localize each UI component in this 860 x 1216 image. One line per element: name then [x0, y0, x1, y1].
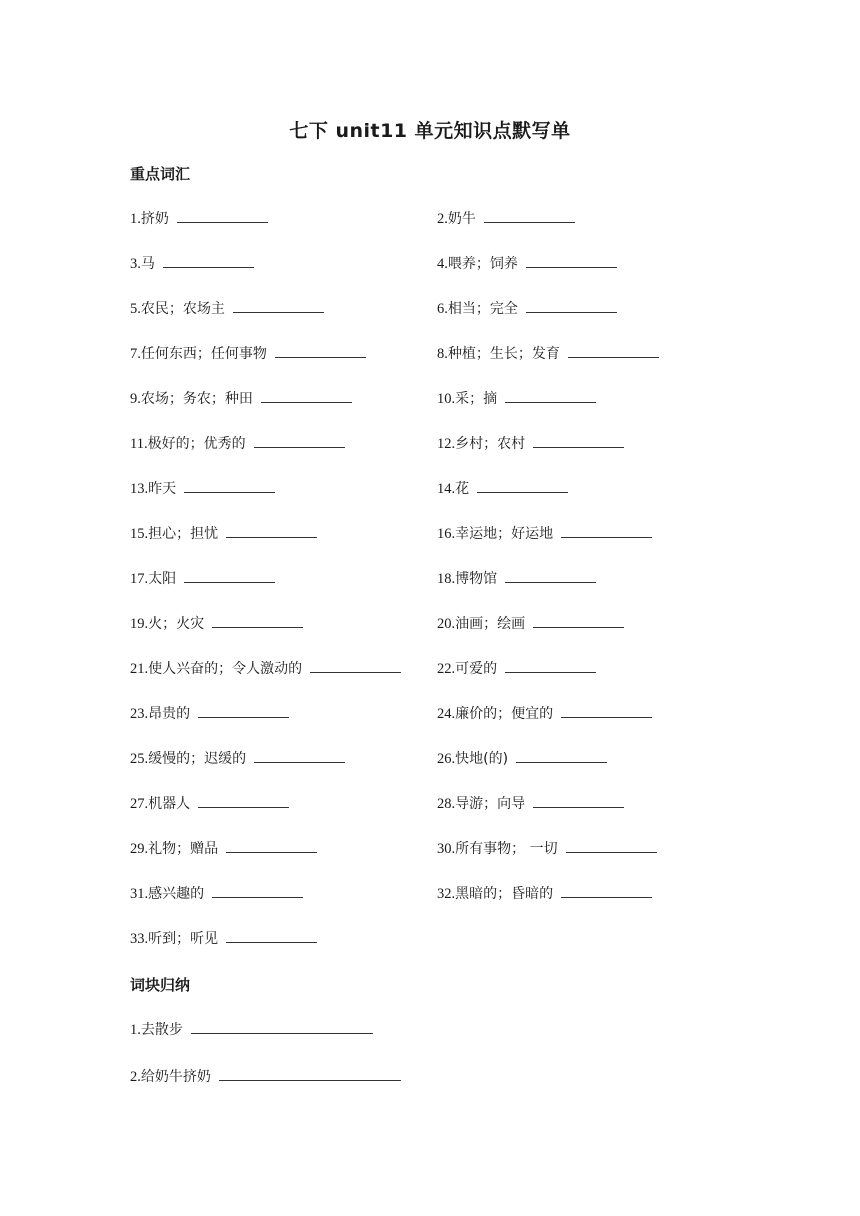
- item-number: 27.: [130, 796, 149, 812]
- item-prompt: 太阳: [148, 571, 177, 587]
- vocab-item: [437, 253, 617, 273]
- answer-blank[interactable]: [163, 253, 254, 268]
- answer-blank[interactable]: [561, 523, 652, 538]
- item-prompt: 廉价的；便宜的: [455, 706, 554, 722]
- item-prompt: 农场；务农；种田: [140, 391, 253, 407]
- item-number: 9.: [130, 391, 141, 407]
- item-number: 29.: [130, 841, 149, 857]
- answer-blank[interactable]: [261, 388, 352, 403]
- answer-blank[interactable]: [477, 478, 568, 493]
- answer-blank[interactable]: [505, 568, 596, 583]
- vocab-item: [130, 568, 275, 588]
- item-number: 32.: [437, 886, 456, 902]
- answer-blank[interactable]: [254, 748, 345, 763]
- item-number: 10.: [437, 391, 456, 407]
- item-number: 33.: [130, 931, 149, 947]
- item-prompt: 感兴趣的: [148, 886, 205, 902]
- item-number: 3.: [130, 256, 141, 272]
- answer-blank[interactable]: [568, 343, 659, 358]
- answer-blank[interactable]: [533, 793, 624, 808]
- item-prompt: 挤奶: [140, 211, 169, 227]
- item-prompt: 火；火灾: [148, 616, 205, 632]
- phrase-item: [130, 1066, 401, 1086]
- item-number: 7.: [130, 346, 141, 362]
- item-number: 1.: [130, 211, 141, 227]
- item-number: 28.: [437, 796, 456, 812]
- vocab-item: [130, 433, 345, 453]
- answer-blank[interactable]: [516, 748, 607, 763]
- item-prompt: 种植；生长；发育: [447, 346, 560, 362]
- item-number: 2.: [437, 211, 448, 227]
- item-prompt: 博物馆: [455, 571, 498, 587]
- item-prompt: 奶牛: [447, 211, 476, 227]
- item-number: 16.: [437, 526, 456, 542]
- item-number: 19.: [130, 616, 149, 632]
- item-number: 21.: [130, 661, 149, 677]
- vocab-item: [130, 478, 275, 498]
- vocab-item: [437, 208, 575, 228]
- item-number: 30.: [437, 841, 456, 857]
- answer-blank[interactable]: [533, 613, 624, 628]
- item-number: 20.: [437, 616, 456, 632]
- item-prompt: 黑暗的；昏暗的: [455, 886, 554, 902]
- vocab-item: [130, 298, 324, 318]
- item-number: 6.: [437, 301, 448, 317]
- answer-blank[interactable]: [198, 703, 289, 718]
- item-prompt: 昂贵的: [148, 706, 191, 722]
- vocab-item: [437, 793, 624, 813]
- item-prompt: 幸运地；好运地: [455, 526, 554, 542]
- vocab-item: [437, 703, 652, 723]
- item-prompt: 快地(的): [455, 751, 509, 767]
- vocab-item: [437, 523, 652, 543]
- answer-blank[interactable]: [533, 433, 624, 448]
- answer-blank[interactable]: [226, 523, 317, 538]
- vocab-item: [130, 793, 289, 813]
- item-number: 11.: [130, 436, 148, 452]
- item-number: 5.: [130, 301, 141, 317]
- vocab-section-heading: 重点词汇: [130, 165, 191, 183]
- answer-blank[interactable]: [191, 1019, 373, 1034]
- answer-blank[interactable]: [526, 253, 617, 268]
- answer-blank[interactable]: [566, 838, 657, 853]
- answer-blank[interactable]: [233, 298, 324, 313]
- item-number: 4.: [437, 256, 448, 272]
- answer-blank[interactable]: [310, 658, 401, 673]
- item-number: 15.: [130, 526, 149, 542]
- item-number: 8.: [437, 346, 448, 362]
- answer-blank[interactable]: [219, 1066, 401, 1081]
- item-prompt: 花: [455, 481, 470, 497]
- item-number: 14.: [437, 481, 456, 497]
- item-prompt: 极好的；优秀的: [147, 436, 246, 452]
- vocab-item: [437, 388, 596, 408]
- item-number: 12.: [437, 436, 456, 452]
- item-prompt: 可爱的: [455, 661, 498, 677]
- item-number: 26.: [437, 751, 456, 767]
- vocab-item: [130, 703, 289, 723]
- item-number: 25.: [130, 751, 149, 767]
- item-prompt: 油画；绘画: [455, 616, 526, 632]
- item-prompt: 乡村；农村: [455, 436, 526, 452]
- item-prompt: 给奶牛挤奶: [140, 1069, 211, 1085]
- item-prompt: 机器人: [148, 796, 191, 812]
- answer-blank[interactable]: [184, 478, 275, 493]
- vocab-item: [130, 208, 268, 228]
- item-prompt: 相当；完全: [447, 301, 518, 317]
- answer-blank[interactable]: [484, 208, 575, 223]
- item-prompt: 所有事物； 一切: [455, 841, 558, 857]
- answer-blank[interactable]: [226, 838, 317, 853]
- phrases-section-heading: 词块归纳: [130, 976, 191, 994]
- item-number: 13.: [130, 481, 149, 497]
- vocab-item: [437, 298, 617, 318]
- item-number: 1.: [130, 1022, 141, 1038]
- answer-blank[interactable]: [184, 568, 275, 583]
- answer-blank[interactable]: [212, 883, 303, 898]
- answer-blank[interactable]: [254, 433, 345, 448]
- item-prompt: 农民；农场主: [140, 301, 225, 317]
- item-prompt: 导游；向导: [455, 796, 526, 812]
- vocab-item: [437, 343, 659, 363]
- item-prompt: 礼物；赠品: [148, 841, 219, 857]
- item-number: 17.: [130, 571, 149, 587]
- page-title: 七下 unit11 单元知识点默写单: [289, 120, 571, 142]
- item-prompt: 担心；担忧: [148, 526, 219, 542]
- item-number: 18.: [437, 571, 456, 587]
- vocab-item: [437, 748, 607, 768]
- item-prompt: 喂养；饲养: [447, 256, 518, 272]
- answer-blank[interactable]: [561, 883, 652, 898]
- vocab-item: [130, 658, 401, 678]
- answer-blank[interactable]: [505, 388, 596, 403]
- vocab-item: [130, 928, 317, 948]
- answer-blank[interactable]: [505, 658, 596, 673]
- item-prompt: 听到；听见: [148, 931, 219, 947]
- vocab-item: [130, 883, 303, 903]
- vocab-item: [130, 523, 317, 543]
- answer-blank[interactable]: [198, 793, 289, 808]
- vocab-item: [437, 658, 596, 678]
- vocab-item: [130, 253, 254, 273]
- item-prompt: 采；摘: [455, 391, 498, 407]
- vocab-item: [437, 433, 624, 453]
- item-number: 23.: [130, 706, 149, 722]
- answer-blank[interactable]: [177, 208, 268, 223]
- item-prompt: 去散步: [140, 1022, 183, 1038]
- item-prompt: 使人兴奋的；令人激动的: [148, 661, 303, 677]
- vocab-item: [437, 883, 652, 903]
- vocab-item: [130, 748, 345, 768]
- vocab-item: [130, 343, 366, 363]
- vocab-item: [437, 568, 596, 588]
- vocab-item: [437, 838, 657, 858]
- item-prompt: 任何东西；任何事物: [140, 346, 267, 362]
- phrase-item: [130, 1019, 373, 1039]
- answer-blank[interactable]: [212, 613, 303, 628]
- item-number: 22.: [437, 661, 456, 677]
- item-prompt: 马: [140, 256, 155, 272]
- vocab-item: [130, 613, 303, 633]
- item-prompt: 昨天: [148, 481, 177, 497]
- item-prompt: 缓慢的；迟缓的: [148, 751, 247, 767]
- item-number: 24.: [437, 706, 456, 722]
- item-number: 2.: [130, 1069, 141, 1085]
- answer-blank[interactable]: [561, 703, 652, 718]
- answer-blank[interactable]: [526, 298, 617, 313]
- vocab-item: [130, 388, 352, 408]
- item-number: 31.: [130, 886, 149, 902]
- answer-blank[interactable]: [275, 343, 366, 358]
- answer-blank[interactable]: [226, 928, 317, 943]
- vocab-item: [437, 613, 624, 633]
- vocab-item: [130, 838, 317, 858]
- vocab-item: [437, 478, 568, 498]
